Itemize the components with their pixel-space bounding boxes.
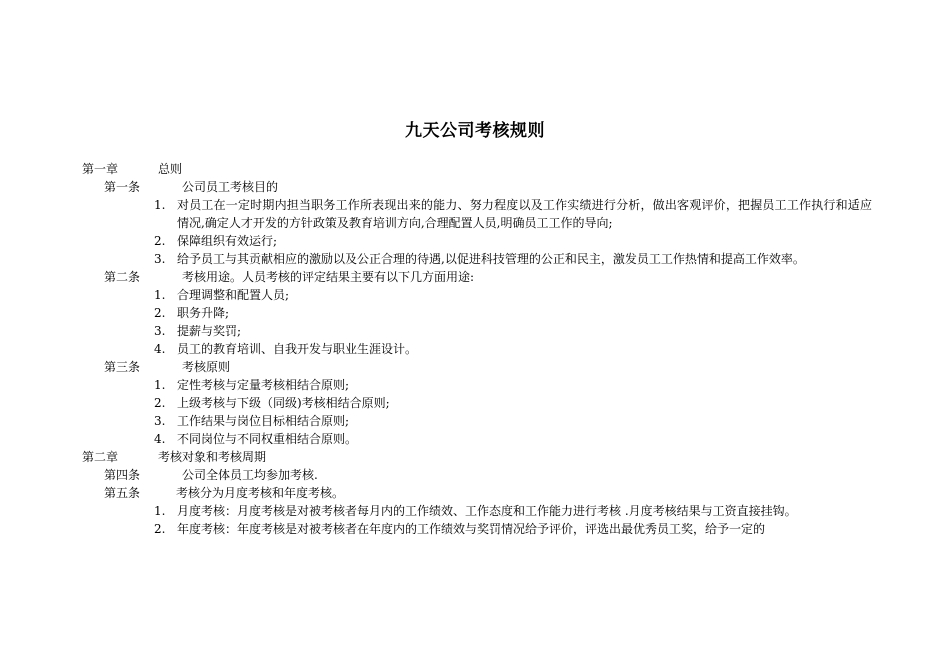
list-item — [82, 412, 872, 430]
list-text: 对员工在一定时期内担当职务工作所表现出来的能力、努力程度以及工作实绩进行分析，做出客观评价，把握员工工作执行和适应情况,确定人才开发的方针政策及教育培训方向,合理配置人员,明确员工工作的导向; — [177, 198, 872, 230]
list-item — [82, 502, 872, 520]
list-text: 定性考核与定量考核相结合原则; — [177, 378, 350, 392]
list-text: 月度考核：月度考核是对被考核者每月内的工作绩效、工作态度和工作能力进行考核 .月度考核结果与工资直接挂钩。 — [177, 504, 797, 518]
document-body — [82, 160, 872, 538]
list-number: 2. — [154, 234, 166, 248]
list-item — [82, 520, 872, 538]
list-number: 2. — [154, 306, 166, 320]
list-text: 保障组织有效运行; — [177, 234, 278, 248]
list-item — [82, 196, 872, 232]
article-text: 公司全体员工均参加考核. — [182, 468, 318, 482]
list-number: 3. — [154, 324, 166, 338]
list-number: 4. — [154, 432, 166, 446]
list-text: 不同岗位与不同权重相结合原则。 — [177, 432, 358, 446]
list-number: 1. — [154, 198, 166, 212]
article-text: 考核用途。人员考核的评定结果主要有以下几方面用途: — [182, 270, 475, 284]
article-label: 第一条 — [104, 180, 141, 194]
article-4-heading — [82, 466, 872, 484]
list-item — [82, 376, 872, 394]
document-title: 九天公司考核规则 — [405, 121, 545, 141]
list-text: 合理调整和配置人员; — [177, 288, 290, 302]
list-item — [82, 430, 872, 448]
article-5-heading — [82, 484, 872, 502]
article-text: 公司员工考核目的 — [182, 180, 279, 194]
article-label: 第二条 — [104, 270, 141, 284]
chapter-title: 总则 — [158, 162, 183, 176]
chapter-title: 考核对象和考核周期 — [158, 450, 267, 464]
chapter-label: 第二章 — [82, 450, 119, 464]
article-label: 第三条 — [104, 360, 141, 374]
article-3-heading — [82, 358, 872, 376]
list-text: 提薪与奖罚; — [177, 324, 242, 338]
article-text: 考核分为月度考核和年度考核。 — [176, 486, 345, 500]
list-number: 2. — [154, 522, 166, 536]
chapter-label: 第一章 — [82, 162, 119, 176]
list-number: 3. — [154, 414, 166, 428]
list-item — [82, 286, 872, 304]
list-number: 4. — [154, 342, 166, 356]
list-text: 给予员工与其贡献相应的激励以及公正合理的待遇,以促进科技管理的公正和民主，激发员工工作热情和提高工作效率。 — [177, 252, 805, 266]
article-label: 第五条 — [104, 486, 141, 500]
list-item — [82, 322, 872, 340]
list-item — [82, 304, 872, 322]
list-item — [82, 340, 872, 358]
chapter-2-heading — [82, 448, 872, 466]
list-text: 职务升降; — [177, 306, 230, 320]
list-text: 上级考核与下级（同级)考核相结合原则; — [177, 396, 390, 410]
chapter-1-heading — [82, 160, 872, 178]
list-text: 年度考核：年度考核是对被考核者在年度内的工作绩效与奖罚情况给予评价，评选出最优秀员工奖，给予一定的 — [177, 522, 766, 536]
article-label: 第四条 — [104, 468, 141, 482]
article-2-heading — [82, 268, 872, 286]
list-item — [82, 394, 872, 412]
list-item — [82, 250, 872, 268]
list-item — [82, 232, 872, 250]
list-number: 1. — [154, 378, 166, 392]
list-text: 工作结果与岗位目标相结合原则; — [177, 414, 350, 428]
list-number: 3. — [154, 252, 166, 266]
article-text: 考核原则 — [182, 360, 231, 374]
list-text: 员工的教育培训、自我开发与职业生涯设计。 — [177, 342, 418, 356]
list-number: 2. — [154, 396, 166, 410]
list-number: 1. — [154, 504, 166, 518]
article-1-heading — [82, 178, 872, 196]
list-number: 1. — [154, 288, 166, 302]
